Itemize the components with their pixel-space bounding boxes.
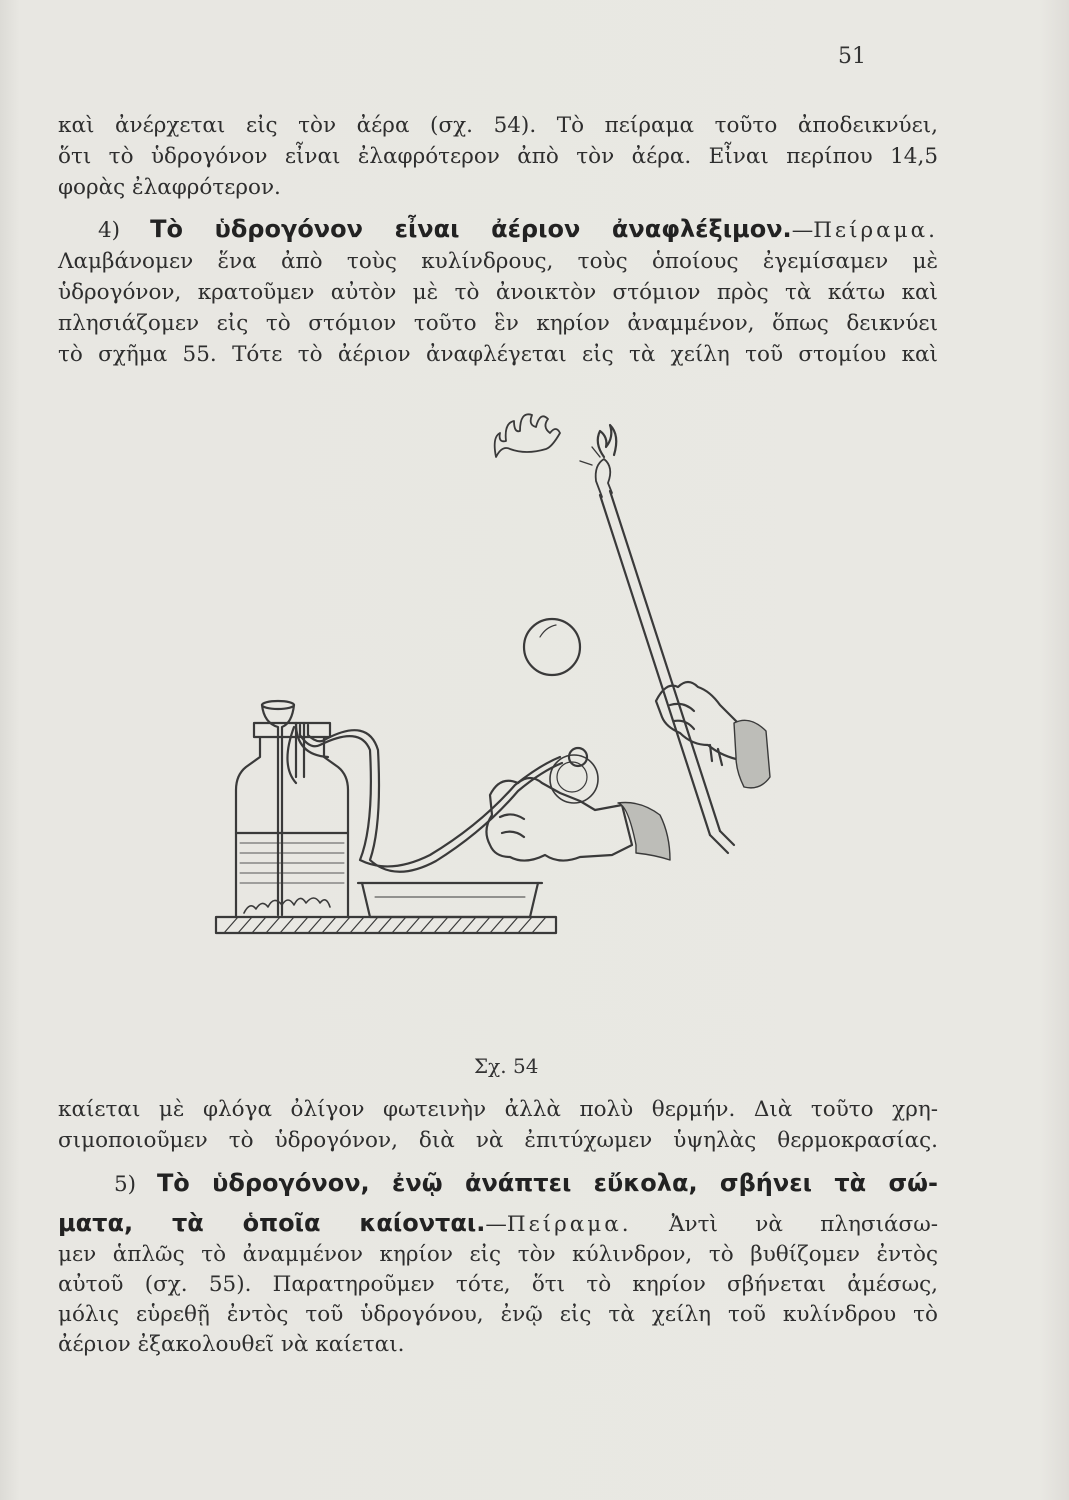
section-5-body (58, 1240, 938, 1360)
section-5-experiment-label: Πείραμα. (506, 1212, 632, 1237)
text-line: ὑδρογόνον, κρατοῦμεν αὐτὸν μὲ τὸ ἀνοικτὸν στόμιον πρὸς τὰ κάτω καὶ (58, 280, 938, 305)
section-4-dash: — (791, 218, 814, 243)
section-4-number: 4) (98, 218, 121, 243)
paragraph-after-figure (58, 1094, 938, 1156)
text-line: μεν ἁπλῶς τὸ ἀναμμένον κηρίον εἰς τὸν κύλινδρον, τὸ βυθίζομεν ἐντὸς (58, 1242, 938, 1267)
soap-bubbles (524, 619, 598, 803)
lit-taper (580, 425, 734, 853)
figure-54-caption: Σχ. 54 (474, 1054, 539, 1078)
section-5 (58, 1164, 938, 1244)
hand-holding-taper (656, 682, 770, 788)
text-line: μόλις εὑρεθῇ ἐντὸς τοῦ ὑδρογόνου, ἐνῷ εἰς τὰ χείλη τοῦ κυλίνδρου τὸ (58, 1302, 938, 1327)
text-line: καὶ ἀνέρχεται εἰς τὸν ἀέρα (σχ. 54). Τὸ πείραμα τοῦτο ἀποδεικνύει, (58, 113, 938, 138)
burning-bubble-flame (495, 414, 560, 457)
text-line: τὸ σχῆμα 55. Τότε τὸ ἀέριον ἀναφλέγεται εἰς τὰ χείλη τοῦ στομίου καὶ (58, 342, 938, 367)
section-4-heading: Τὸ ὑδρογόνον εἶναι ἀέριον ἀναφλέξιμον. (150, 215, 792, 243)
section-5-heading-line-1 (58, 1164, 938, 1204)
delivery-tube (287, 723, 562, 872)
paragraph-top (58, 110, 938, 203)
page-number: 51 (838, 44, 866, 69)
text-line: αὐτοῦ (σχ. 55). Παρατηροῦμεν τότε, ὅτι τὸ κηρίον σβήνεται ἀμέσως, (58, 1272, 938, 1297)
section-5-dash: — (485, 1212, 507, 1237)
section-5-heading-part-1: Τὸ ὑδρογόνον, ἐνῷ ἀνάπτει εὔκολα, σβήνει τὰ σώ- (156, 1169, 938, 1197)
section-5-heading-part-2: ματα, τὰ ὁποῖα καίονται. (58, 1209, 486, 1237)
section-5-heading-line-2 (58, 1204, 938, 1244)
text-line: Λαμβάνομεν ἕνα ἀπὸ τοὺς κυλίνδρους, τοὺς ὁποίους ἐγεμίσαμεν μὲ (58, 249, 938, 274)
section-5-number: 5) (114, 1172, 137, 1197)
figure-54-illustration (200, 405, 960, 1065)
water-dish (358, 883, 542, 917)
text-line: ὅτι τὸ ὑδρογόνον εἶναι ἐλαφρότερον ἀπὸ τὸν ἀέρα. Εἶναι περίπου 14,5 (58, 144, 938, 169)
gas-generator-bottle (236, 723, 348, 917)
section-4-experiment-label: Πείραμα. (813, 218, 938, 243)
text-line: σιμοποιοῦμεν τὸ ὑδρογόνον, διὰ νὰ ἐπιτύχωμεν ὑψηλὰς θερμοκρασίας. (58, 1128, 938, 1153)
base-plate (216, 917, 556, 933)
text-line: καίεται μὲ φλόγα ὀλίγον φωτεινὴν ἀλλὰ πολὺ θερμήν. Διὰ τοῦτο χρη- (58, 1097, 938, 1122)
section-4 (58, 214, 938, 370)
text-line: ἀέριον ἐξακολουθεῖ νὰ καίεται. (58, 1332, 405, 1357)
text-line: πλησιάζομεν εἰς τὸ στόμιον τοῦτο ἓν κηρίον ἀναμμένον, ὅπως δεικνύει (58, 311, 938, 336)
section-5-line-2-rest: Ἀντὶ νὰ πλησιάσω- (669, 1212, 938, 1237)
section-4-heading-line (58, 214, 938, 246)
text-line: φορὰς ἐλαφρότερον. (58, 175, 281, 200)
